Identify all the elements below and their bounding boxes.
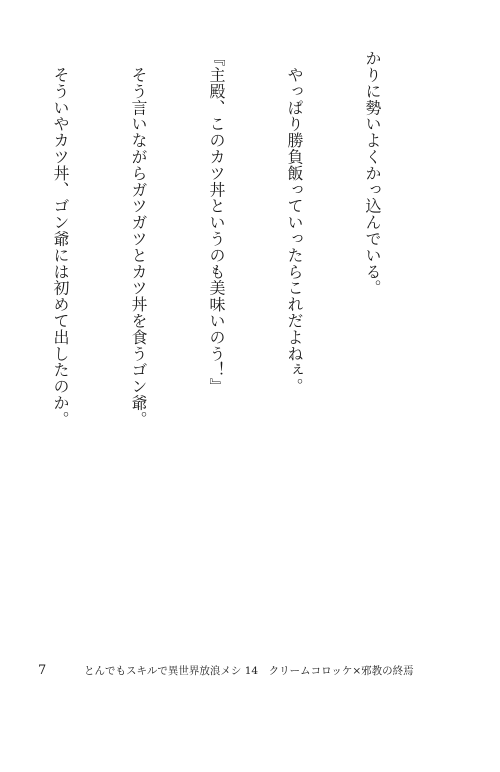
page-number: 7 — [38, 663, 47, 678]
running-title: とんでもスキルで異世界放浪メシ 14 クリームコロッケ×邪教の終焉 — [84, 665, 414, 677]
text-line: そういやカツ丼、ゴン爺には初めて出したのか。 — [51, 50, 70, 428]
text-line: かりに勢いよくかっ込んでいる。 — [363, 50, 382, 296]
text-line: そう言いながらガツガツとカツ丼を食うゴン爺。 — [129, 50, 148, 428]
text-line: やっぱり勝負飯っていったらこれだよねぇ。 — [285, 50, 304, 395]
vertical-text-body — [17, 50, 437, 670]
page-footer — [38, 663, 414, 679]
text-line: 『主殿、このカツ丼というのも美味いのう！』 — [207, 50, 226, 395]
